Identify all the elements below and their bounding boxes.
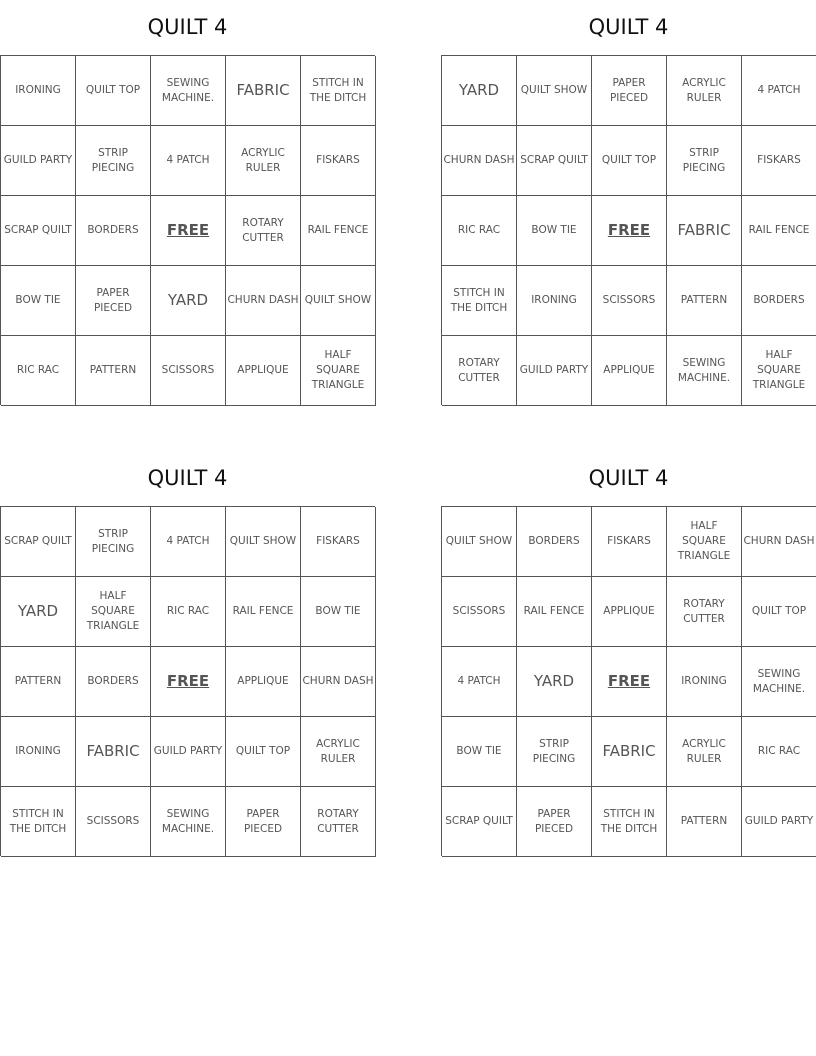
bingo-cell: SEWING MACHINE. bbox=[742, 647, 816, 717]
bingo-grid bbox=[0, 55, 375, 405]
bingo-cell: YARD bbox=[517, 647, 592, 717]
bingo-cell: PATTERN bbox=[1, 647, 76, 717]
bingo-cell: SCRAP QUILT bbox=[442, 787, 517, 857]
bingo-cell: BORDERS bbox=[76, 647, 151, 717]
bingo-cell: APPLIQUE bbox=[226, 336, 301, 406]
bingo-cell: STITCH IN THE DITCH bbox=[301, 56, 376, 126]
bingo-cell: 4 PATCH bbox=[151, 507, 226, 577]
bingo-cell: RAIL FENCE bbox=[517, 577, 592, 647]
bingo-cell: PAPER PIECED bbox=[226, 787, 301, 857]
bingo-cell: QUILT SHOW bbox=[517, 56, 592, 126]
bingo-cell: STRIP PIECING bbox=[76, 126, 151, 196]
card-title: QUILT 4 bbox=[588, 466, 669, 490]
bingo-cell: BOW TIE bbox=[517, 196, 592, 266]
bingo-cell: SEWING MACHINE. bbox=[151, 787, 226, 857]
bingo-cell: GUILD PARTY bbox=[742, 787, 816, 857]
bingo-cell: FISKARS bbox=[592, 507, 667, 577]
bingo-cell: QUILT SHOW bbox=[301, 266, 376, 336]
bingo-cell: SEWING MACHINE. bbox=[151, 56, 226, 126]
bingo-cell: RIC RAC bbox=[742, 717, 816, 787]
bingo-cell: STRIP PIECING bbox=[76, 507, 151, 577]
bingo-cell: ACRYLIC RULER bbox=[667, 56, 742, 126]
bingo-cell: QUILT SHOW bbox=[226, 507, 301, 577]
bingo-cell: FISKARS bbox=[301, 126, 376, 196]
bingo-cell: QUILT TOP bbox=[226, 717, 301, 787]
bingo-cell: 4 PATCH bbox=[742, 56, 816, 126]
bingo-cell: FABRIC bbox=[226, 56, 301, 126]
bingo-cell: RIC RAC bbox=[442, 196, 517, 266]
bingo-cell: 4 PATCH bbox=[442, 647, 517, 717]
bingo-cell: HALF SQUARE TRIANGLE bbox=[742, 336, 816, 406]
bingo-cell: RIC RAC bbox=[151, 577, 226, 647]
bingo-cell: FABRIC bbox=[667, 196, 742, 266]
bingo-cell: FABRIC bbox=[592, 717, 667, 787]
bingo-cell: STITCH IN THE DITCH bbox=[442, 266, 517, 336]
bingo-cell: APPLIQUE bbox=[592, 336, 667, 406]
bingo-cell: PAPER PIECED bbox=[76, 266, 151, 336]
bingo-cell: APPLIQUE bbox=[592, 577, 667, 647]
bingo-cell: PAPER PIECED bbox=[592, 56, 667, 126]
bingo-cell: IRONING bbox=[667, 647, 742, 717]
card-title: QUILT 4 bbox=[147, 466, 228, 490]
bingo-cell: ACRYLIC RULER bbox=[301, 717, 376, 787]
bingo-cell: SEWING MACHINE. bbox=[667, 336, 742, 406]
bingo-cell: APPLIQUE bbox=[226, 647, 301, 717]
bingo-cell: PATTERN bbox=[76, 336, 151, 406]
card-title: QUILT 4 bbox=[588, 15, 669, 39]
bingo-cell: BORDERS bbox=[76, 196, 151, 266]
free-space-cell: FREE bbox=[151, 647, 226, 717]
bingo-cell: ROTARY CUTTER bbox=[667, 577, 742, 647]
bingo-cell: GUILD PARTY bbox=[1, 126, 76, 196]
bingo-cell: SCISSORS bbox=[442, 577, 517, 647]
bingo-cell: BORDERS bbox=[742, 266, 816, 336]
bingo-cell: ROTARY CUTTER bbox=[301, 787, 376, 857]
bingo-cell: STITCH IN THE DITCH bbox=[1, 787, 76, 857]
bingo-cell: SCISSORS bbox=[151, 336, 226, 406]
bingo-cell: PATTERN bbox=[667, 266, 742, 336]
bingo-cell: IRONING bbox=[1, 56, 76, 126]
bingo-card-4 bbox=[441, 451, 816, 856]
bingo-cell: ROTARY CUTTER bbox=[226, 196, 301, 266]
bingo-cell: QUILT SHOW bbox=[442, 507, 517, 577]
free-space-cell: FREE bbox=[151, 196, 226, 266]
card-title: QUILT 4 bbox=[147, 15, 228, 39]
bingo-card-3 bbox=[0, 451, 375, 856]
bingo-cell: SCRAP QUILT bbox=[517, 126, 592, 196]
bingo-cell: RIC RAC bbox=[1, 336, 76, 406]
free-space-cell: FREE bbox=[592, 647, 667, 717]
bingo-cell: YARD bbox=[151, 266, 226, 336]
bingo-cell: CHURN DASH bbox=[742, 507, 816, 577]
bingo-cell: FISKARS bbox=[742, 126, 816, 196]
bingo-cell: FISKARS bbox=[301, 507, 376, 577]
bingo-cell: YARD bbox=[1, 577, 76, 647]
bingo-card-1 bbox=[0, 0, 375, 405]
bingo-grid bbox=[441, 506, 816, 856]
bingo-cell: FABRIC bbox=[76, 717, 151, 787]
bingo-cell: STRIP PIECING bbox=[517, 717, 592, 787]
bingo-cell: PATTERN bbox=[667, 787, 742, 857]
bingo-cell: GUILD PARTY bbox=[151, 717, 226, 787]
bingo-cell: ROTARY CUTTER bbox=[442, 336, 517, 406]
bingo-grid bbox=[0, 506, 375, 856]
bingo-cell: GUILD PARTY bbox=[517, 336, 592, 406]
bingo-cell: 4 PATCH bbox=[151, 126, 226, 196]
bingo-cell: PAPER PIECED bbox=[517, 787, 592, 857]
bingo-cell: HALF SQUARE TRIANGLE bbox=[667, 507, 742, 577]
bingo-cell: STITCH IN THE DITCH bbox=[592, 787, 667, 857]
bingo-grid bbox=[441, 55, 816, 405]
bingo-cell: STRIP PIECING bbox=[667, 126, 742, 196]
bingo-cell: HALF SQUARE TRIANGLE bbox=[76, 577, 151, 647]
bingo-cell: CHURN DASH bbox=[442, 126, 517, 196]
bingo-cell: ACRYLIC RULER bbox=[226, 126, 301, 196]
bingo-cell: IRONING bbox=[1, 717, 76, 787]
bingo-cell: BOW TIE bbox=[442, 717, 517, 787]
bingo-cell: RAIL FENCE bbox=[301, 196, 376, 266]
bingo-cell: CHURN DASH bbox=[301, 647, 376, 717]
bingo-cell: QUILT TOP bbox=[76, 56, 151, 126]
bingo-cell: SCRAP QUILT bbox=[1, 507, 76, 577]
bingo-cell: RAIL FENCE bbox=[226, 577, 301, 647]
bingo-cell: SCRAP QUILT bbox=[1, 196, 76, 266]
bingo-cell: HALF SQUARE TRIANGLE bbox=[301, 336, 376, 406]
bingo-cell: RAIL FENCE bbox=[742, 196, 816, 266]
bingo-cell: BORDERS bbox=[517, 507, 592, 577]
bingo-card-2 bbox=[441, 0, 816, 405]
bingo-cell: CHURN DASH bbox=[226, 266, 301, 336]
bingo-cell: QUILT TOP bbox=[592, 126, 667, 196]
bingo-cell: QUILT TOP bbox=[742, 577, 816, 647]
bingo-cell: BOW TIE bbox=[301, 577, 376, 647]
bingo-cell: YARD bbox=[442, 56, 517, 126]
bingo-cell: SCISSORS bbox=[592, 266, 667, 336]
bingo-cell: ACRYLIC RULER bbox=[667, 717, 742, 787]
bingo-cell: BOW TIE bbox=[1, 266, 76, 336]
bingo-cell: IRONING bbox=[517, 266, 592, 336]
free-space-cell: FREE bbox=[592, 196, 667, 266]
bingo-cell: SCISSORS bbox=[76, 787, 151, 857]
